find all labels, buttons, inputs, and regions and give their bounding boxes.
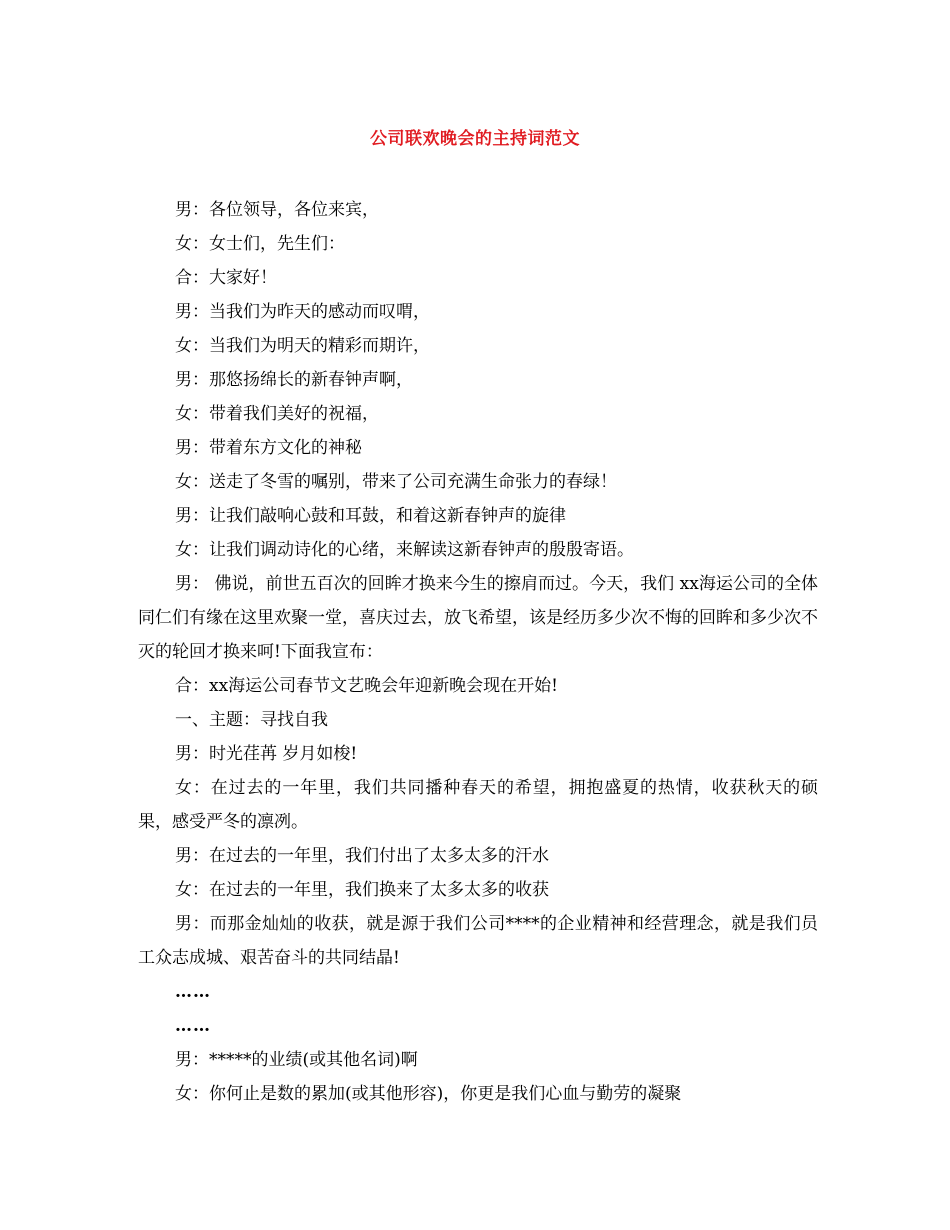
paragraph: 女：当我们为明天的精彩而期许， xyxy=(175,336,430,356)
paragraph: 男：在过去的一年里，我们付出了太多太多的汗水 xyxy=(175,846,549,866)
paragraph: 男：*****的业绩(或其他名词)啊 xyxy=(175,1050,418,1070)
section-heading: 一、主题：寻找自我 xyxy=(175,710,328,730)
document-body xyxy=(138,193,818,1111)
ellipsis-line: …… xyxy=(175,982,211,1002)
paragraph: 男：当我们为昨天的感动而叹喟， xyxy=(175,302,430,322)
paragraph: 女：在过去的一年里，我们换来了太多太多的收获 xyxy=(175,880,549,900)
paragraph: 女：送走了冬雪的嘱别，带来了公司充满生命张力的春绿！ xyxy=(175,472,617,492)
document-title: 公司联欢晚会的主持词范文 xyxy=(370,129,580,149)
paragraph: 合：xx海运公司春节文艺晚会年迎新晚会现在开始! xyxy=(175,676,559,696)
paragraph: 男：让我们敲响心鼓和耳鼓，和着这新春钟声的旋律 xyxy=(175,506,566,526)
paragraph: 男： 佛说，前世五百次的回眸才换来今生的擦肩而过。今天，我们 xx海运公司的全体同仁们有缘在这里欢聚一堂，喜庆过去，放飞希望，该是经历多少次不悔的回眸和多少次不灭的轮回才换来呵!下面我宣布： xyxy=(138,574,818,662)
paragraph: 男：那悠扬绵长的新春钟声啊， xyxy=(175,370,413,390)
ellipsis-line: …… xyxy=(175,1016,211,1036)
paragraph: 女：带着我们美好的祝福， xyxy=(175,404,379,424)
paragraph: 女：让我们调动诗化的心绪，来解读这新春钟声的殷殷寄语。 xyxy=(175,540,634,560)
paragraph: 合：大家好！ xyxy=(175,268,277,288)
paragraph: 女：你何止是数的累加(或其他形容)，你更是我们心血与勤劳的凝聚 xyxy=(175,1084,682,1104)
paragraph: 男：带着东方文化的神秘 xyxy=(175,438,362,458)
paragraph: 女：女士们，先生们： xyxy=(175,234,345,254)
paragraph: 男：而那金灿灿的收获，就是源于我们公司****的企业精神和经营理念，就是我们员工众志成城、艰苦奋斗的共同结晶! xyxy=(138,914,818,968)
paragraph: 女：在过去的一年里，我们共同播种春天的希望，拥抱盛夏的热情，收获秋天的硕果，感受严冬的凛冽。 xyxy=(138,778,818,832)
paragraph: 男：时光荏苒 岁月如梭! xyxy=(175,744,358,764)
paragraph: 男：各位领导，各位来宾， xyxy=(175,200,379,220)
